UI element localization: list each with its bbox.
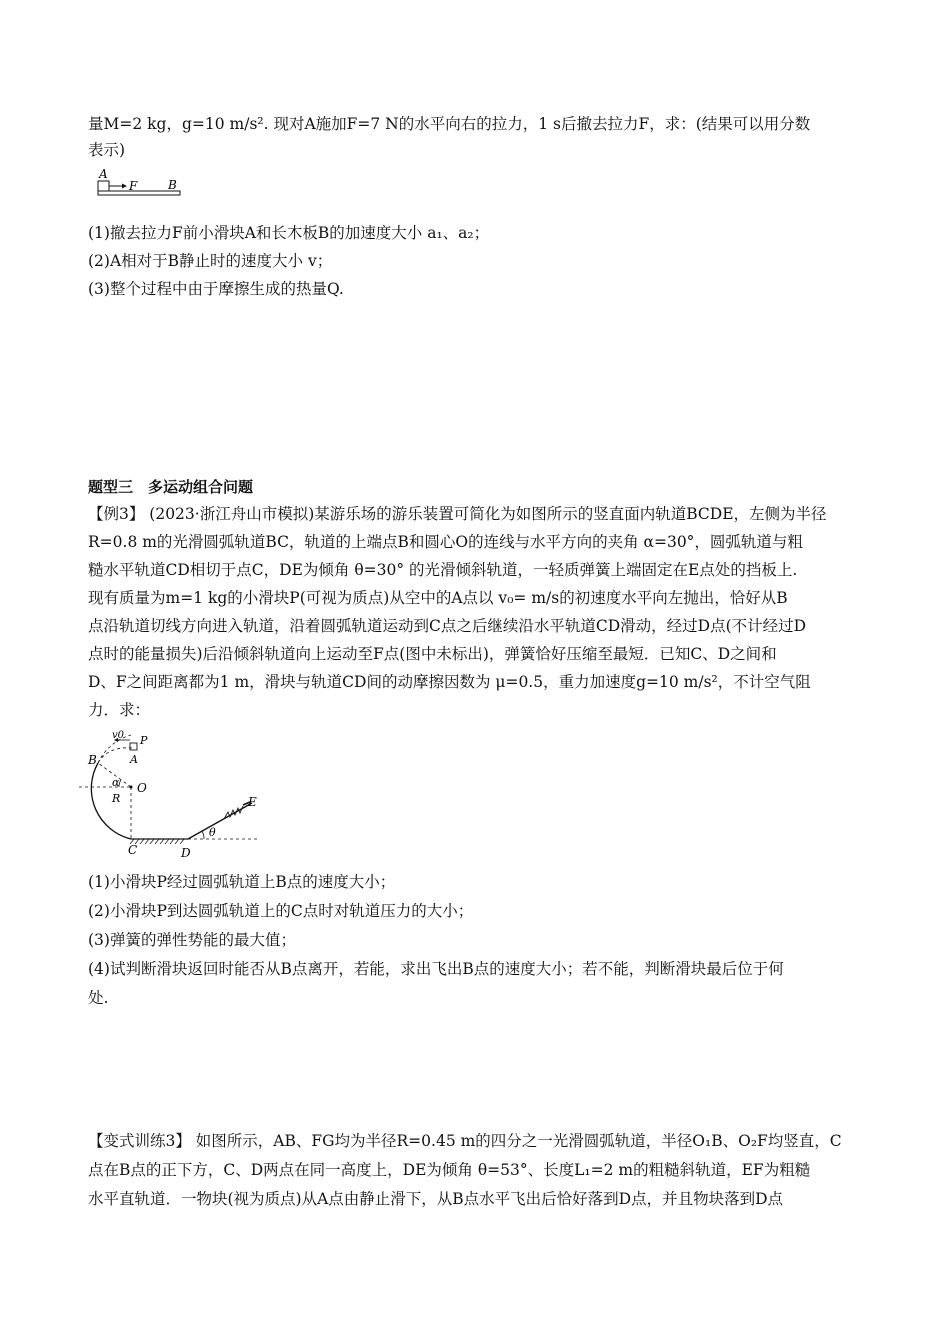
block-a: [98, 181, 109, 191]
label-p: P: [140, 734, 148, 747]
label-a: A: [130, 753, 138, 766]
problem-text-line: 表示): [88, 141, 126, 159]
center-o: [130, 786, 133, 789]
block-p: [130, 743, 137, 750]
example-text-line: 现有质量为m=1 kg的小滑块P(可视为质点)从空中的A点以 v₀= m/s的初速度水平向左抛出，恰好从B: [88, 589, 788, 607]
variant-text-line: 水平直轨道．一物块(视为质点)从A点由静止滑下，从B点水平飞出后恰好落到D点，并且物块落到D点: [88, 1190, 784, 1208]
example-text-line: 力．求：: [88, 701, 151, 719]
example-text-line: D、F之间距离都为1 m，滑块与轨道CD间的动摩擦因数为 μ=0.5，重力加速度g=10 m/s²，不计空气阻: [88, 673, 811, 691]
section-heading: 题型三 多运动组合问题: [88, 478, 254, 496]
question-item: (3)整个过程中由于摩擦生成的热量Q.: [88, 280, 344, 298]
track-hatching: [130, 839, 184, 844]
problem-text-line: 量M=2 kg，g=10 m/s². 现对A施加F=7 N的水平向右的拉力，1 s后撤去拉力F，求：(结果可以用分数: [88, 115, 811, 133]
label-b: B: [168, 178, 177, 192]
variant-text-line: 【变式训练3】 如图所示，AB、FG均为半径R=0.45 m的四分之一光滑圆弧轨道，半径O₁B、O₂F均竖直，C: [88, 1132, 842, 1150]
question-item: (4)试判断滑块返回时能否从B点离开，若能，求出飞出B点的速度大小；若不能，判断滑块最后位于何: [88, 960, 784, 978]
question-item: (3)弹簧的弹性势能的最大值；: [88, 931, 296, 949]
projectile-path: [98, 748, 132, 763]
question-item: 处.: [88, 989, 109, 1007]
label-v0: v0: [112, 730, 125, 741]
label-theta: θ: [209, 826, 216, 839]
label-r: R: [112, 792, 121, 805]
theta-arc: [202, 831, 204, 839]
label-b: B: [88, 753, 97, 767]
label-o: O: [137, 781, 147, 795]
example-text-line: R=0.8 m的光滑圆弧轨道BC，轨道的上端点B和圆心O的连线与水平方向的夹角 α=30°，圆弧轨道与粗: [88, 533, 803, 551]
variant-text-line: 点在B点的正下方，C、D两点在同一高度上，DE为倾角 θ=53°、长度L₁=2 m的粗糙斜轨道，EF为粗糙: [88, 1161, 811, 1179]
block-board-figure: [92, 167, 192, 197]
track-figure: [72, 726, 264, 862]
label-c: C: [128, 843, 138, 857]
example-text-line: 点沿轨道切线方向进入轨道，沿着圆弧轨道运动到C点之后继续沿水平轨道CD滑动，经过D点(不计经过D: [88, 617, 807, 635]
question-item: (2)A相对于B静止时的速度大小 v；: [88, 252, 333, 270]
example-text-line: 【例3】 (2023·浙江舟山市模拟)某游乐场的游乐装置可简化为如图所示的竖直面内轨道BCDE，左侧为半径: [88, 505, 827, 523]
example-text-line: 糙水平轨道CD相切于点C，DE为倾角 θ=30° 的光滑倾斜轨道，一轻质弹簧上端固定在E点处的挡板上.: [88, 561, 798, 579]
label-f: F: [129, 179, 138, 193]
force-arrowhead: [122, 184, 127, 189]
question-item: (2)小滑块P到达圆弧轨道上的C点时对轨道压力的大小；: [88, 902, 474, 920]
question-item: (1)小滑块P经过圆弧轨道上B点的速度大小；: [88, 873, 396, 891]
label-a: A: [99, 167, 108, 181]
label-e: E: [248, 795, 257, 809]
example-text-line: 点时的能量损失)后沿倾斜轨道向上运动至F点(图中未标出)，弹簧恰好压缩至最短．已知C、D之间和: [88, 645, 777, 663]
label-d: D: [181, 846, 191, 860]
label-alpha: α: [112, 776, 120, 789]
question-item: (1)撤去拉力F前小滑块A和长木板B的加速度大小 a₁、a₂；: [88, 224, 490, 242]
